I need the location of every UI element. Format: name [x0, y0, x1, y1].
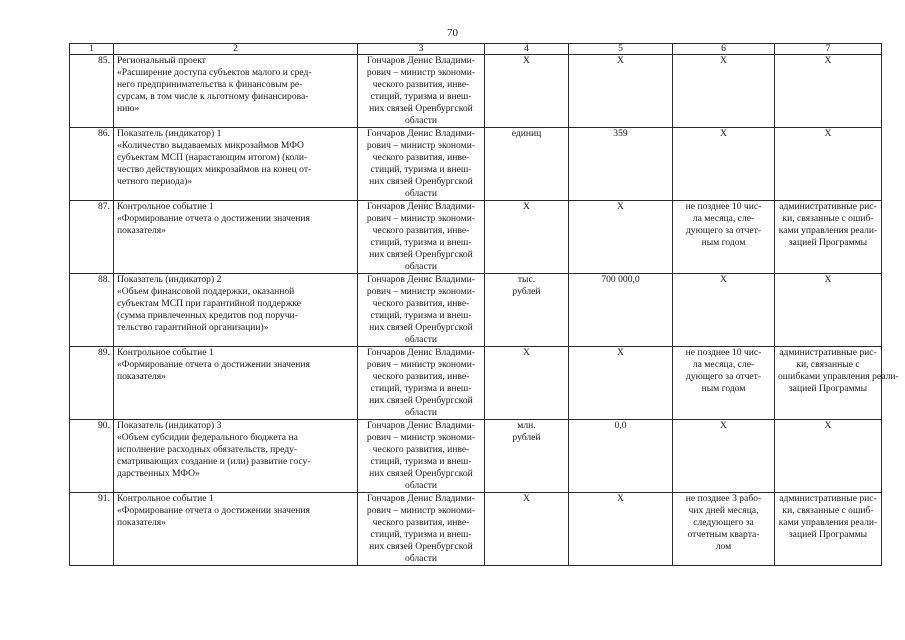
item-name-line: показателя»: [117, 371, 166, 382]
unit-cell: [485, 420, 569, 493]
responsible-person-line: Гончаров Денис Владими-: [367, 420, 475, 431]
item-name-line: нию»: [117, 103, 140, 114]
value-cell: [569, 274, 673, 347]
responsible-person: [358, 347, 485, 420]
responsible-person-line: рович – министр экономи-: [366, 67, 476, 78]
deadline-cell-line: ным годом: [701, 237, 746, 248]
risk-cell: [775, 493, 882, 566]
column-number-row: [70, 44, 882, 55]
deadline-cell-line: не позднее 10 чис-: [685, 201, 762, 212]
responsible-person-line: стиций, туризма и внеш-: [370, 529, 472, 540]
deadline-cell-line: Х: [720, 128, 727, 139]
column-header: 6: [673, 44, 775, 55]
responsible-person-line: рович – министр экономи-: [366, 432, 476, 443]
unit-cell-line: единиц: [511, 128, 542, 139]
responsible-person-line: ческого развития, инве-: [372, 371, 470, 382]
risk-cell: [775, 420, 882, 493]
item-name-line: Региональный проект: [117, 55, 206, 66]
deadline-cell: [673, 201, 775, 274]
table-row: [70, 274, 882, 347]
responsible-person-line: ческого развития, инве-: [372, 152, 470, 163]
responsible-person-line: ческого развития, инве-: [372, 79, 470, 90]
risk-cell-line: Х: [824, 128, 832, 139]
risk-cell-line: ошибками управления реали-: [778, 371, 899, 382]
responsible-person-line: них связей Оренбургской: [369, 322, 473, 333]
risk-cell-line: зацией Программы: [788, 529, 868, 540]
unit-cell-line: Х: [523, 201, 530, 212]
item-name: [114, 493, 358, 566]
deadline-cell: [673, 55, 775, 128]
responsible-person-line: стиций, туризма и внеш-: [370, 456, 472, 467]
risk-cell-line: зацией Программы: [788, 237, 868, 248]
column-header: 4: [485, 44, 569, 55]
responsible-person-line: области: [404, 553, 438, 564]
item-name-line: Контрольное событие 1: [117, 347, 214, 358]
responsible-person-line: них связей Оренбургской: [369, 541, 473, 552]
table-row: [70, 493, 882, 566]
responsible-person-line: Гончаров Денис Владими-: [367, 201, 475, 212]
risk-cell: [775, 128, 882, 201]
item-name-line: тельство гарантийной организации)»: [117, 322, 269, 333]
unit-cell: [485, 493, 569, 566]
responsible-person-line: области: [404, 188, 438, 199]
column-header: 5: [569, 44, 673, 55]
risk-cell-line: ками управления реали-: [778, 517, 878, 528]
unit-cell-line: рублей: [512, 286, 541, 297]
page-number: 70: [447, 27, 458, 39]
deadline-cell: [673, 128, 775, 201]
item-name-line: «Формирование отчета о достижении значения: [117, 213, 310, 224]
row-number: 89.: [70, 347, 114, 420]
responsible-person-line: ческого развития, инве-: [372, 298, 470, 309]
item-name-line: субъектам МСП при гарантийной поддержке: [117, 298, 302, 309]
item-name-line: показателя»: [117, 517, 166, 528]
responsible-person-line: рович – министр экономи-: [366, 359, 476, 370]
responsible-person-line: рович – министр экономи-: [366, 140, 476, 151]
item-name-line: него предпринимательства к финансовым ре-: [117, 79, 303, 90]
item-name: [114, 201, 358, 274]
value-cell-line: Х: [617, 55, 624, 66]
row-number: 90.: [70, 420, 114, 493]
item-name-line: показателя»: [117, 225, 166, 236]
value-cell-line: Х: [617, 493, 624, 504]
value-cell: [569, 128, 673, 201]
item-name: [114, 128, 358, 201]
responsible-person-line: стиций, туризма и внеш-: [370, 164, 472, 175]
responsible-person-line: стиций, туризма и внеш-: [370, 383, 472, 394]
unit-cell: [485, 347, 569, 420]
deadline-cell-line: ла месяца, сле-: [692, 359, 755, 370]
table-row: [70, 420, 882, 493]
item-name-line: четного периода)»: [117, 176, 193, 187]
row-number: 88.: [70, 274, 114, 347]
responsible-person-line: области: [404, 407, 438, 418]
item-name-line: субъектам МСП (нарастающим итогом) (коли-: [117, 152, 308, 163]
item-name-line: дарственных МФО»: [117, 468, 200, 479]
item-name: [114, 274, 358, 347]
column-header: 1: [70, 44, 114, 55]
responsible-person-line: стиций, туризма и внеш-: [370, 237, 472, 248]
deadline-cell: [673, 420, 775, 493]
responsible-person-line: области: [404, 261, 438, 272]
responsible-person-line: Гончаров Денис Владими-: [367, 274, 475, 285]
unit-cell-line: тыс.: [517, 274, 536, 285]
unit-cell-line: Х: [523, 493, 530, 504]
deadline-cell-line: отчетным кварта-: [687, 529, 760, 540]
value-cell-line: Х: [617, 347, 624, 358]
deadline-cell: [673, 274, 775, 347]
item-name-line: «Формирование отчета о достижении значения: [117, 359, 310, 370]
unit-cell: [485, 128, 569, 201]
responsible-person: [358, 201, 485, 274]
risk-cell-line: административные рис-: [779, 493, 877, 504]
unit-cell-line: Х: [523, 55, 530, 66]
item-name: [114, 420, 358, 493]
value-cell: [569, 420, 673, 493]
table-row: [70, 55, 882, 128]
deadline-cell-line: Х: [720, 274, 727, 285]
item-name: [114, 347, 358, 420]
program-table: [69, 43, 899, 566]
table-row: [70, 201, 882, 274]
item-name-line: сурсам, в том числе к льготному финансирова-: [117, 91, 309, 102]
deadline-cell-line: дующего за отчет-: [685, 225, 762, 236]
risk-cell-line: зацией Программы: [788, 383, 868, 394]
responsible-person-line: области: [404, 480, 438, 491]
item-name-line: чество действующих микрозаймов на конец от-: [117, 164, 312, 175]
value-cell-line: 359: [613, 128, 628, 139]
responsible-person-line: стиций, туризма и внеш-: [370, 310, 472, 321]
unit-cell-line: млн.: [517, 420, 536, 431]
risk-cell-line: Х: [824, 55, 832, 66]
responsible-person-line: них связей Оренбургской: [369, 395, 473, 406]
risk-cell-line: Х: [824, 420, 832, 431]
responsible-person-line: них связей Оренбургской: [369, 103, 473, 114]
responsible-person-line: рович – министр экономи-: [366, 286, 476, 297]
risk-cell-line: ками управления реали-: [778, 225, 878, 236]
row-number: 86.: [70, 128, 114, 201]
responsible-person-line: Гончаров Денис Владими-: [367, 347, 475, 358]
responsible-person: [358, 55, 485, 128]
responsible-person-line: ческого развития, инве-: [372, 517, 470, 528]
item-name-line: Показатель (индикатор) 3: [117, 420, 222, 431]
deadline-cell-line: не позднее 3 рабо-: [685, 493, 762, 504]
responsible-person-line: рович – министр экономи-: [366, 213, 476, 224]
value-cell-line: Х: [617, 201, 624, 212]
value-cell-line: 700 000,0: [601, 274, 640, 285]
responsible-person-line: стиций, туризма и внеш-: [370, 91, 472, 102]
item-name-line: Показатель (индикатор) 1: [117, 128, 222, 139]
unit-cell-line: рублей: [512, 432, 541, 443]
unit-cell-line: Х: [523, 347, 530, 358]
responsible-person-line: Гончаров Денис Владими-: [367, 128, 475, 139]
deadline-cell-line: не позднее 10 чис-: [685, 347, 762, 358]
table-row: [70, 347, 882, 420]
value-cell: [569, 347, 673, 420]
unit-cell: [485, 55, 569, 128]
row-number: 91.: [70, 493, 114, 566]
value-cell: [569, 55, 673, 128]
column-header: 3: [358, 44, 485, 55]
value-cell: [569, 201, 673, 274]
item-name: [114, 55, 358, 128]
item-name-line: «Объем финансовой поддержки, оказанной: [117, 286, 295, 297]
responsible-person-line: рович – министр экономи-: [366, 505, 476, 516]
item-name-line: Контрольное событие 1: [117, 201, 214, 212]
column-header: 7: [775, 44, 882, 55]
deadline-cell-line: чих дней месяца,: [688, 505, 759, 516]
deadline-cell-line: Х: [720, 55, 727, 66]
table-body: [70, 55, 899, 566]
risk-cell-line: ки, связанные с ошиб-: [782, 505, 874, 516]
responsible-person: [358, 274, 485, 347]
item-name-line: Контрольное событие 1: [117, 493, 214, 504]
value-cell-line: 0,0: [614, 420, 627, 431]
unit-cell: [485, 274, 569, 347]
responsible-person-line: ческого развития, инве-: [372, 444, 470, 455]
risk-cell: [775, 347, 899, 420]
deadline-cell-line: следующего за: [693, 517, 754, 528]
deadline-cell: [673, 347, 775, 420]
item-name-line: «Формирование отчета о достижении значения: [117, 505, 310, 516]
table-row: [70, 128, 882, 201]
responsible-person-line: них связей Оренбургской: [369, 468, 473, 479]
responsible-person-line: Гончаров Денис Владими-: [367, 55, 475, 66]
responsible-person: [358, 128, 485, 201]
row-number: 87.: [70, 201, 114, 274]
deadline-cell-line: Х: [720, 420, 727, 431]
value-cell: [569, 493, 673, 566]
deadline-cell-line: дующего за отчет-: [685, 371, 762, 382]
responsible-person-line: них связей Оренбургской: [369, 249, 473, 260]
risk-cell-line: ки, связанные с: [796, 359, 860, 370]
item-name-line: исполнение расходных обязательств, преду-: [117, 444, 298, 455]
responsible-person-line: области: [404, 115, 438, 126]
responsible-person-line: них связей Оренбургской: [369, 176, 473, 187]
risk-cell-line: административные рис-: [779, 347, 877, 358]
responsible-person-line: Гончаров Денис Владими-: [367, 493, 475, 504]
item-name-line: (сумма привлеченных кредитов под поручи-: [117, 310, 298, 321]
risk-cell-line: Х: [824, 274, 832, 285]
item-name-line: «Количество выдаваемых микрозаймов МФО: [117, 140, 304, 151]
item-name-line: «Объем субсидии федерального бюджета на: [117, 432, 298, 443]
item-name-line: «Расширение доступа субъектов малого и сред-: [117, 67, 312, 78]
risk-cell: [775, 274, 882, 347]
responsible-person-line: области: [404, 334, 438, 345]
column-header: 2: [114, 44, 358, 55]
responsible-person: [358, 420, 485, 493]
responsible-person: [358, 493, 485, 566]
risk-cell: [775, 55, 882, 128]
unit-cell: [485, 201, 569, 274]
risk-cell: [775, 201, 882, 274]
item-name-line: Показатель (индикатор) 2: [117, 274, 222, 285]
row-number: 85.: [70, 55, 114, 128]
deadline-cell: [673, 493, 775, 566]
deadline-cell-line: ла месяца, сле-: [692, 213, 755, 224]
responsible-person-line: ческого развития, инве-: [372, 225, 470, 236]
deadline-cell-line: лом: [715, 541, 732, 552]
item-name-line: сматривающих создание и (или) развитие госу-: [117, 456, 311, 467]
risk-cell-line: административные рис-: [779, 201, 877, 212]
risk-cell-line: ки, связанные с ошиб-: [782, 213, 874, 224]
deadline-cell-line: ным годом: [701, 383, 746, 394]
